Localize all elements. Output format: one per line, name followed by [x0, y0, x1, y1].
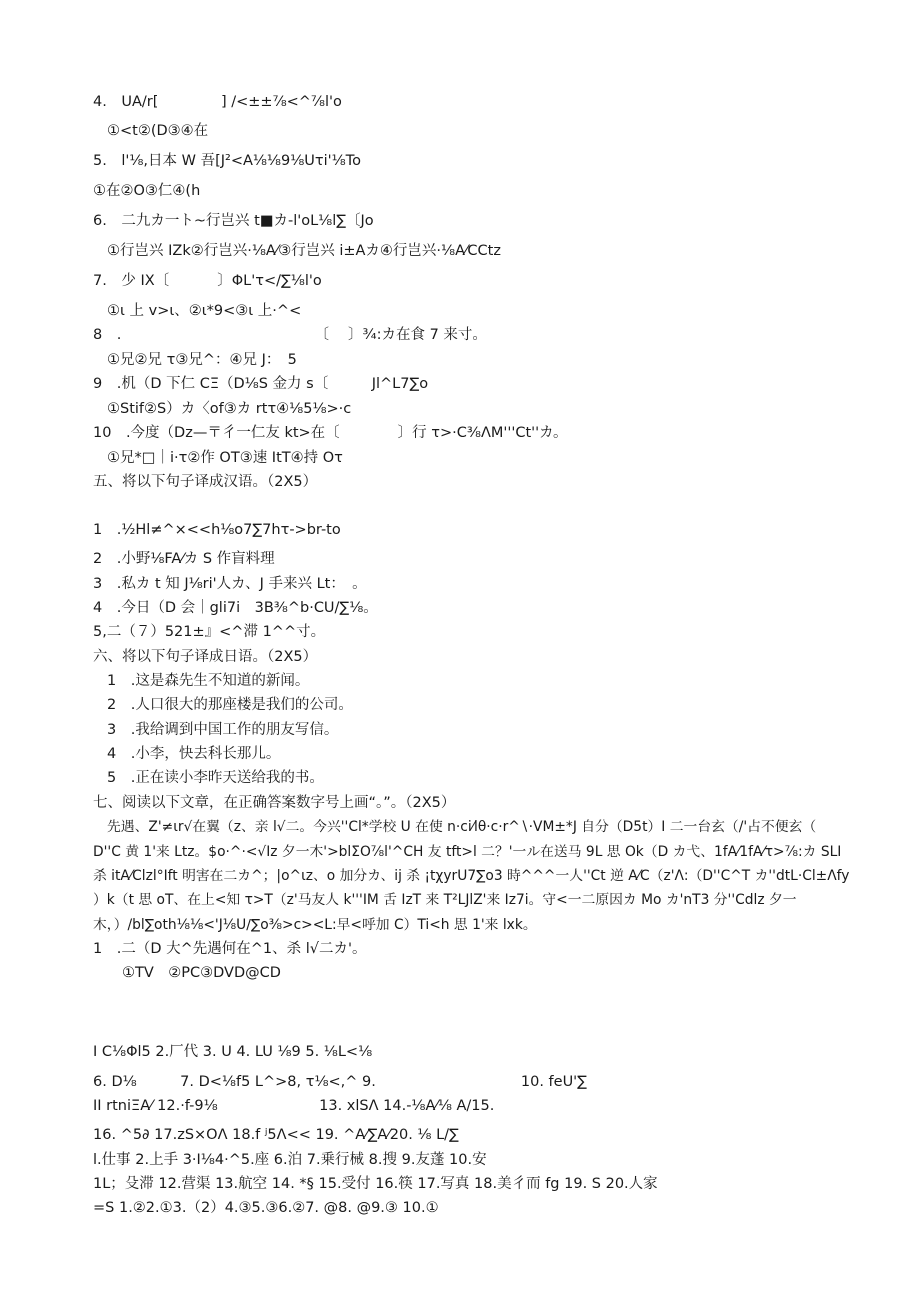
question-7: 7. 少 IX〔 〕ΦL'τ<∕∑⅛l'o [93, 273, 322, 289]
section-6-item-3: 3 .我给调到中国工作的朋友写信。 [107, 722, 339, 738]
answer-line-3: II rtniΞA⁄ 12.·f-9⅛ 13. xlSΛ 14.-⅛A⁄⅛ A/15. [93, 1098, 495, 1114]
question-9-options: ①Stif②S）カ〈of③カ rtτ④⅛5⅛>·c [107, 401, 352, 417]
section-6-heading: 六、将以下句子译成日语。（2X5） [93, 649, 318, 665]
question-4-options: ①<t②(D③④在 [107, 123, 209, 139]
section-6-item-5: 5 .正在读小李昨天送给我的书。 [107, 770, 324, 786]
question-10-options: ①兄*□｜i·τ②作 OT③速 ItT④持 Oτ [107, 450, 343, 466]
answer-line-4: 16. ^5∂ 17.zS×OΛ 18.f ʲ5Λ<< 19. ^A⁄∑A⁄20. ⅛ L∕∑ [93, 1127, 459, 1143]
question-8: 8 . 〔 〕¾:カ在食 7 来寸。 [93, 327, 487, 343]
question-5-options: ①在②O③仁④(h [93, 183, 201, 199]
reading-passage-line-2: D''C 黄 1'来 Ltz。$o·^·<√Iz 夕一木'>blΣO⅞l'^CH 友 tft>l 二？'一ル在送马 9L 思 Ok（D カ弋、1fA⁄1fA⁄τ>⅞:カ SLI [93, 844, 842, 860]
question-7-options: ①ι 上 v>ι、②ι*9<③ι 上·^< [107, 303, 302, 319]
section-6-item-4: 4 .小李，快去科长那儿。 [107, 746, 281, 762]
reading-passage-line-4: ）k（t 思 oT、在上<知 τ>T（z'马友人 k'''IM 舌 IzT 来 T²LJlZ'来 Iz7i。守<一二原因カ Mo カ'nT3 分''Cdlz 夕一 [93, 892, 797, 908]
answer-line-7: =S 1.②2.①3.（2）4.③5.③6.②7. @8. @9.③ 10.① [93, 1200, 439, 1216]
section-5-item-1: 1 .½Hl≠^×<<h⅛o7∑7hτ->br-to [93, 522, 341, 538]
question-5: 5. l'⅛,日本 W 吾[J²<A⅛⅛9⅛Uτi'⅛To [93, 153, 361, 169]
answer-line-2: 6. D⅛ 7. D<⅛f5 L^>8, τ⅛<,^ 9. 10. feU'∑ [93, 1074, 587, 1090]
section-5-item-4: 4 .今日（D 会｜gli7i 3B⅜^b·CU∕∑⅛。 [93, 600, 378, 616]
question-6: 6. 二九カ一ト~行岂兴 t■カ-l'oL⅛l∑〔Jo [93, 213, 374, 229]
reading-passage-line-1: 先遇、Z'≠ιr√在翼（z、亲 l√二。今兴''Cl*学校 U 在使 n·ci⁄lθ·c·r^∖·VM±*J 自分（D5t）I 二一台玄（/'占不便玄（ [107, 819, 817, 835]
question-4: 4. UA/r[ ] /<±±⅞<^⅞l'o [93, 94, 342, 110]
question-10: 10 .今度（Dz—〒彳一仁友 kt>在〔 〕行 τ>·C⅜ΛM'''Ct''カ。 [93, 425, 568, 441]
reading-passage-line-5: 木，）/bl∑oth⅛⅛<'J⅛U∕∑o⅜>c><L:早<呼加 C）Ti<h 思 1'来 lxk。 [93, 917, 537, 933]
section-7-heading: 七、阅读以下文章，在正确答案数字号上画“。”。（2X5） [93, 795, 456, 811]
section-5-item-2: 2 .小野⅛FA⁄カ S 作盲料理 [93, 551, 275, 567]
section-5-item-5: 5,二（７）521±』<^滞 1^^寸。 [93, 624, 326, 640]
answer-line-6: 1L；殳滞 12.营渠 13.航空 14. *§ 15.受付 16.筷 17.写真 18.美彳而 fg 19. S 20.人家 [93, 1176, 658, 1192]
answer-line-1: I C⅛Φl5 2.厂代 3. U 4. LU ⅛9 5. ⅛L<⅛ [93, 1044, 373, 1060]
answer-line-5: l.仕事 2.上手 3·I⅛4·^5.座 6.泊 7.乗行械 8.搜 9.友蓬 10.安 [93, 1152, 487, 1168]
question-6-options: ①行岂兴 IZk②行岂兴·⅛A⁄③行岂兴 i±Aカ④行岂兴·⅛A⁄CCtz [107, 243, 501, 259]
reading-passage-line-3: 杀 itA⁄Clzl°Ift 明害在二カ^；|o^ιz、o 加分カ、ij 杀 ¡tχyrU7∑o3 時^^^一人''Ct 逆 A⁄C（z'Λ:（D''C^T カ''dtL·Cl±Λfy [93, 868, 850, 884]
question-9: 9 .机（D 下仁 CΞ（D⅛S 金力 s〔 Jl^L7∑o [93, 376, 429, 392]
section-6-item-2: 2 .人口很大的那座楼是我们的公司。 [107, 697, 353, 713]
reading-question-1: 1 .二（D 大^先遇何在^1、杀 l√二カ'。 [93, 941, 367, 957]
section-5-item-3: 3 .私カ t 知 J⅛ri'人カ、J 手来兴 Lt： 。 [93, 576, 367, 592]
section-5-heading: 五、将以下句子译成汉语。（2X5） [93, 474, 318, 490]
section-6-item-1: 1 .这是森先生不知道的新闻。 [107, 673, 310, 689]
reading-question-1-options: ①TV ②PC③DVD@CD [122, 965, 281, 981]
question-8-options: ①兄②兄 τ③兄^：④兄 J： 5 [107, 352, 297, 368]
